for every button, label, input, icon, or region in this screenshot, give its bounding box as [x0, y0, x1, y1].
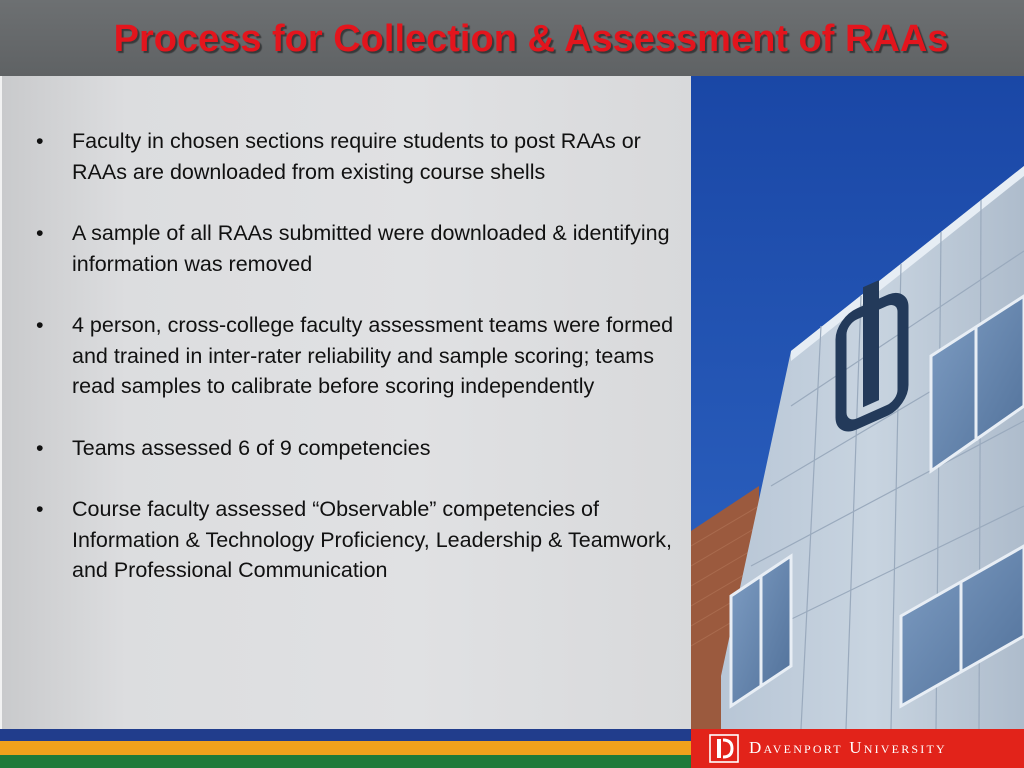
university-logo-icon: [709, 734, 739, 763]
bullet-icon: •: [36, 221, 44, 245]
university-name-text: Davenport University: [749, 738, 947, 757]
slide-title: Process for Collection & Assessment of RAAs: [113, 18, 949, 60]
bullet-text: 4 person, cross-college faculty assessment teams were formed and trained in inter-rater reliability and sample scoring; teams read samples to calibrate before scoring independently: [72, 313, 674, 398]
building-photo: [691, 76, 1024, 729]
bullet-text: Faculty in chosen sections require students to post RAAs or RAAs are downloaded from existing course shells: [72, 129, 641, 184]
building-illustration: [691, 76, 1024, 729]
university-logo-bar: [691, 729, 1024, 768]
list-item: [36, 126, 676, 187]
list-item: [36, 218, 676, 279]
bullet-text: Course faculty assessed “Observable” competencies of Information & Technology Proficiency, Leadership & Teamwork, and Professional Communication: [72, 497, 672, 582]
bullet-text: A sample of all RAAs submitted were downloaded & identifying information was removed: [72, 221, 670, 276]
university-name: [749, 738, 947, 758]
list-item: [36, 310, 676, 402]
list-item: [36, 433, 676, 464]
bullet-icon: •: [36, 313, 44, 337]
stripe-blue: [0, 729, 691, 741]
bullet-list: [36, 126, 676, 617]
footer-stripes: [0, 729, 691, 768]
bullet-text: Teams assessed 6 of 9 competencies: [72, 435, 431, 460]
stripe-gold: [0, 741, 691, 755]
title-bar: [0, 0, 1024, 76]
content-panel: [0, 76, 691, 729]
bullet-icon: •: [36, 435, 44, 460]
stripe-green: [0, 755, 691, 768]
bullet-icon: •: [36, 129, 44, 153]
list-item: [36, 494, 676, 586]
bullet-icon: •: [36, 497, 44, 521]
